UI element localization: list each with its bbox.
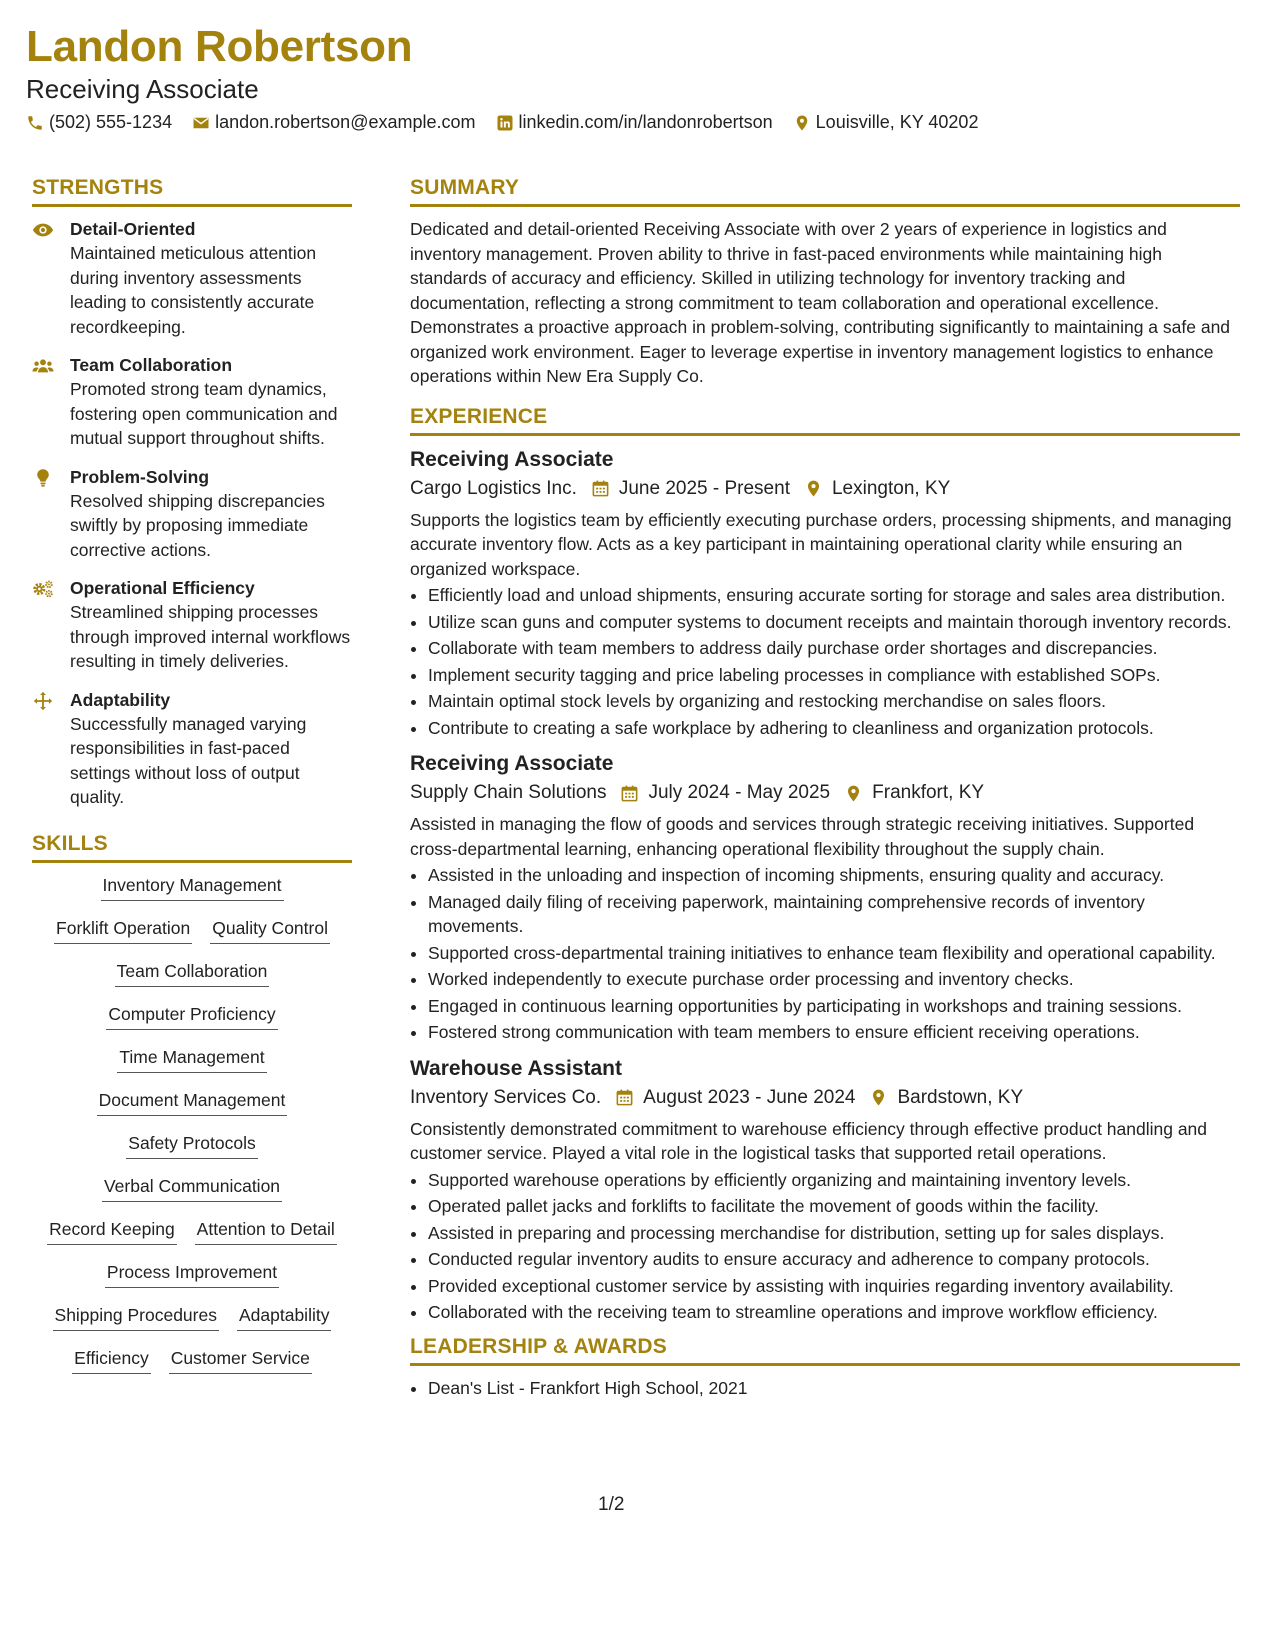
job-bullet: • Contribute to creating a safe workplace by adhering to cleanliness and organization protocols.: [428, 716, 1240, 741]
map-pin-icon: [804, 479, 823, 498]
skill-tag: Verbal Communication: [102, 1174, 282, 1202]
skill-tag: Safety Protocols: [126, 1131, 257, 1159]
job-entry: [410, 1055, 1240, 1325]
job-bullet: • Provided exceptional customer service by assisting with inquiries regarding inventory availability.: [428, 1274, 1240, 1299]
gears-icon: [32, 579, 54, 599]
skill-tag: Customer Service: [169, 1346, 312, 1374]
job-description: Consistently demonstrated commitment to warehouse efficiency through effective product handling and customer service. Played a vital role in the logistical tasks that supported retail operations.: [410, 1118, 1208, 1163]
job-dates: August 2023 - June 2024: [643, 1086, 856, 1108]
map-pin-icon: [869, 1088, 888, 1107]
job-bullet: • Supported warehouse operations by efficiently organizing and maintaining inventory levels.: [428, 1168, 1240, 1193]
calendar-icon: [620, 784, 639, 803]
job-bullets: [410, 583, 1240, 740]
strength-title: Problem-Solving: [70, 466, 210, 487]
strength-title: Adaptability: [70, 689, 171, 710]
contact-bar: [26, 112, 998, 133]
job-company: Inventory Services Co.: [410, 1086, 602, 1108]
skill-tag: Adaptability: [237, 1303, 331, 1331]
strength-item: [32, 353, 352, 451]
job-bullet: • Engaged in continuous learning opportunities by participating in workshops and training sessions.: [428, 994, 1240, 1019]
job-bullet: • Fostered strong communication with team members to ensure efficient receiving operations.: [428, 1020, 1240, 1045]
job-bullet: • Efficiently load and unload shipments, ensuring accurate sorting for storage and sales area distribution.: [428, 583, 1240, 608]
skills-heading: SKILLS: [32, 832, 352, 863]
users-icon: [32, 356, 54, 376]
job-dates: July 2024 - May 2025: [648, 782, 831, 803]
strength-desc: Streamlined shipping processes through improved internal workflows resulting in timely deliveries.: [70, 602, 351, 671]
contact-linkedin[interactable]: [496, 112, 773, 133]
job-bullet: • Collaborated with the receiving team to streamline operations and improve workflow efficiency.: [428, 1300, 1240, 1325]
strengths-heading: STRENGTHS: [32, 176, 352, 207]
job-title: Warehouse Assistant: [410, 1056, 622, 1080]
job-bullet: • Assisted in preparing and processing merchandise for distribution, setting up for sales displays.: [428, 1221, 1240, 1246]
job-bullet: • Maintain optimal stock levels by organizing and restocking merchandise on sales floors.: [428, 689, 1240, 714]
right-column: [410, 176, 1240, 1402]
calendar-icon: [591, 479, 610, 498]
job-entry: [410, 446, 1240, 741]
job-bullet: • Utilize scan guns and computer systems to document receipts and maintain thorough inventory records.: [428, 610, 1240, 635]
contact-location: [793, 112, 979, 133]
phone-text: (502) 555-1234: [49, 112, 173, 132]
job-title: Receiving Associate: [410, 447, 614, 471]
summary-text: Dedicated and detail-oriented Receiving Associate with over 2 years of experience in logistics and inventory management. Proven ability to thrive in fast-paced environments while maintaining high standards of accuracy and efficiency. Skilled in utilizing technology for inventory tracking and documentation, reflecting a strong commitment to team collaboration and operational excellence. Demonstrates a proactive approach in problem-solving, contributing significantly to maintaining a safe and organized work environment. Eager to leverage expertise in inventory management logistics to enhance operations within New Era Supply Co.: [410, 219, 1231, 386]
strength-desc: Maintained meticulous attention during inventory assessments leading to consistently accurate recordkeeping.: [70, 243, 317, 337]
award-item: • Dean's List - Frankfort High School, 2021: [428, 1376, 1240, 1401]
strength-title: Detail-Oriented: [70, 219, 196, 239]
job-bullets: [410, 863, 1240, 1045]
job-bullet: • Supported cross-departmental training initiatives to enhance team flexibility and operational capability.: [428, 941, 1240, 966]
skill-tag: Record Keeping: [47, 1217, 177, 1245]
job-bullet: • Conducted regular inventory audits to ensure accuracy and adherence to company protocols.: [428, 1247, 1240, 1272]
strength-title: Operational Efficiency: [70, 578, 255, 598]
linkedin-text[interactable]: linkedin.com/in/landonrobertson: [518, 112, 773, 132]
map-pin-icon: [793, 114, 811, 132]
job-title: Receiving Associate: [410, 752, 614, 775]
job-description: Supports the logistics team by efficiently executing purchase orders, processing shipments, and managing accurate inventory flow. Acts as a key participant in maintaining operational clarity while ensuring an organized workspace.: [410, 509, 1232, 579]
skill-tag: Document Management: [97, 1088, 288, 1116]
job-bullet: • Worked independently to execute purchase order processing and inventory checks.: [428, 967, 1240, 992]
strength-item: [32, 688, 352, 810]
candidate-role: Receiving Associate: [26, 74, 259, 104]
strength-item: [32, 576, 352, 674]
job-meta: [410, 782, 1240, 804]
linkedin-icon: [496, 114, 514, 132]
skill-tag: Team Collaboration: [115, 959, 270, 987]
job-bullet: • Assisted in the unloading and inspection of incoming shipments, ensuring quality and accuracy.: [428, 863, 1240, 888]
map-pin-icon: [844, 784, 863, 803]
strength-item: [32, 465, 352, 563]
page-number: 1/2: [598, 1494, 625, 1515]
skill-tag: Computer Proficiency: [106, 1002, 277, 1030]
skill-tag: Inventory Management: [101, 873, 284, 901]
awards-list: [410, 1376, 1240, 1401]
skill-tag: Efficiency: [72, 1346, 151, 1374]
calendar-icon: [615, 1088, 634, 1107]
job-meta: [410, 1087, 1240, 1109]
job-description: Assisted in managing the flow of goods and services through strategic receiving initiatives. Supported cross-departmental learning, enhancing operational flexibility throughout the supply chain.: [410, 814, 1195, 859]
phone-icon: [26, 114, 44, 132]
skill-tag: Process Improvement: [105, 1260, 279, 1288]
skill-tag: Shipping Procedures: [53, 1303, 219, 1331]
summary-heading: SUMMARY: [410, 176, 1240, 207]
job-company: Supply Chain Solutions: [410, 782, 607, 803]
strength-desc: Resolved shipping discrepancies swiftly by proposing immediate corrective actions.: [70, 490, 325, 560]
strength-desc: Promoted strong team dynamics, fostering open communication and mutual support throughout shifts.: [70, 379, 338, 448]
job-bullet: • Managed daily filing of receiving paperwork, maintaining comprehensive records of inventory movements.: [428, 890, 1240, 939]
job-dates: June 2025 - Present: [618, 477, 790, 499]
job-bullet: • Operated pallet jacks and forklifts to facilitate the movement of goods within the facility.: [428, 1194, 1240, 1219]
contact-phone: [26, 112, 172, 133]
arrows-move-icon: [32, 691, 54, 711]
candidate-name: Landon Robertson: [26, 22, 413, 71]
skill-tag: Forklift Operation: [54, 916, 192, 944]
contact-email[interactable]: [192, 112, 475, 133]
job-location: Lexington, KY: [831, 477, 951, 499]
strength-item: [32, 217, 352, 339]
location-text: Louisville, KY 40202: [815, 112, 979, 132]
job-bullet: • Implement security tagging and price labeling processes in compliance with established SOPs.: [428, 663, 1240, 688]
skill-tag: Time Management: [117, 1045, 266, 1073]
experience-heading: EXPERIENCE: [410, 405, 1240, 436]
envelope-icon: [192, 114, 210, 132]
skill-tag: Quality Control: [210, 916, 330, 944]
lightbulb-icon: [32, 468, 54, 488]
job-bullets: [410, 1168, 1240, 1325]
skill-tag: Attention to Detail: [195, 1217, 337, 1245]
job-location: Bardstown, KY: [897, 1086, 1024, 1108]
job-entry: [410, 750, 1240, 1045]
job-company: Cargo Logistics Inc.: [410, 477, 577, 499]
strength-title: Team Collaboration: [70, 355, 233, 375]
job-bullet: • Collaborate with team members to address daily purchase order shortages and discrepancies.: [428, 636, 1240, 661]
strength-desc: Successfully managed varying responsibilities in fast-paced settings without loss of output quality.: [70, 713, 307, 807]
skills-list: [32, 873, 352, 1374]
email-text[interactable]: landon.robertson@example.com: [215, 112, 476, 132]
awards-heading: LEADERSHIP & AWARDS: [410, 1335, 1240, 1366]
job-meta: [410, 478, 1240, 500]
job-location: Frankfort, KY: [872, 782, 985, 803]
left-column: [32, 176, 352, 1389]
eye-icon: [32, 220, 54, 240]
